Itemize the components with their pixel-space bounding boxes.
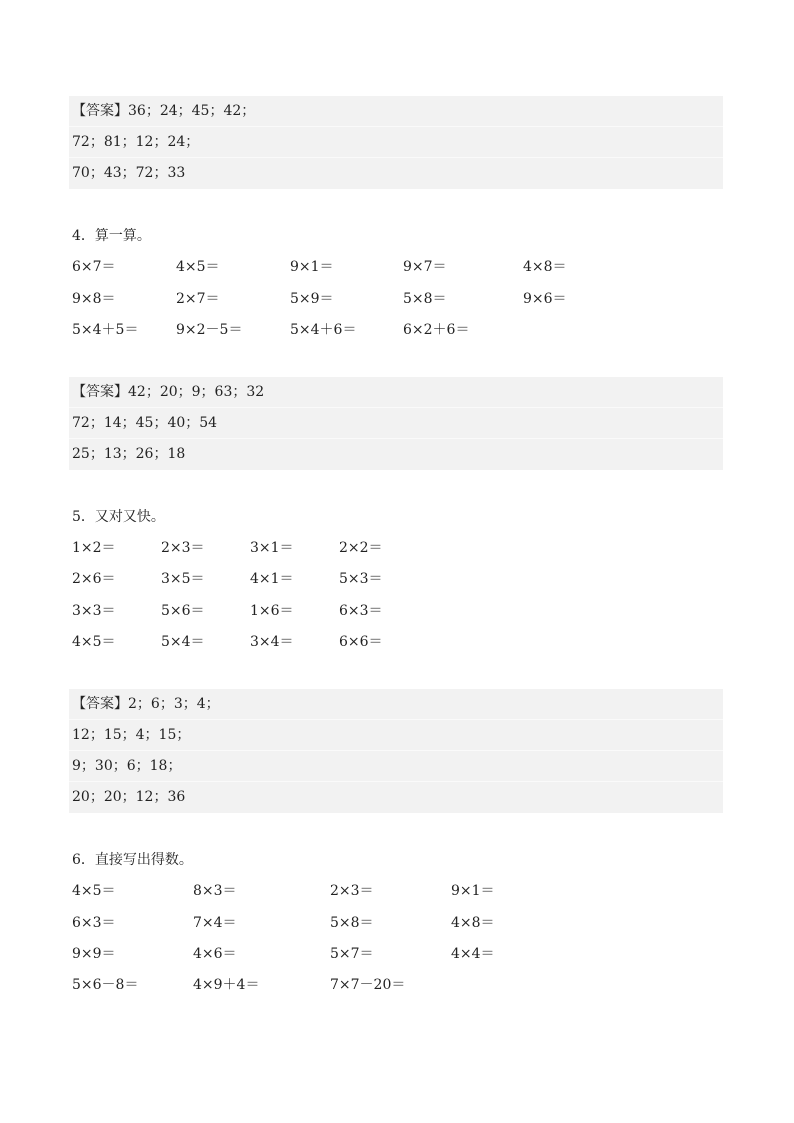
problem: 3×1＝ xyxy=(250,540,294,556)
problem: 9×2－5＝ xyxy=(176,322,243,338)
problem: 6×3＝ xyxy=(339,603,383,619)
problem: 2×3＝ xyxy=(330,883,374,899)
q6-title: 6．直接写出得数。 xyxy=(72,852,193,868)
problem: 7×7－20＝ xyxy=(330,977,406,993)
problem: 5×6－8＝ xyxy=(72,977,139,993)
answer-row: 70；43；72；33 xyxy=(69,158,723,189)
problem: 3×3＝ xyxy=(72,603,116,619)
problem: 5×4＋5＝ xyxy=(72,322,139,338)
problem: 4×5＝ xyxy=(176,259,220,275)
q3-answer-box xyxy=(69,96,723,189)
problem: 2×3＝ xyxy=(161,540,205,556)
problem: 5×4＋6＝ xyxy=(290,322,357,338)
problem: 4×4＝ xyxy=(451,946,495,962)
problem: 1×2＝ xyxy=(72,540,116,556)
problem: 5×8＝ xyxy=(330,915,374,931)
problem: 6×7＝ xyxy=(72,259,116,275)
problem: 3×5＝ xyxy=(161,571,205,587)
problem: 8×3＝ xyxy=(193,883,237,899)
problem: 4×8＝ xyxy=(451,915,495,931)
answer-row: 9；30；6；18； xyxy=(69,751,723,782)
problem: 3×4＝ xyxy=(250,634,294,650)
problem: 9×7＝ xyxy=(403,259,447,275)
problem: 6×2＋6＝ xyxy=(403,322,470,338)
problem: 5×4＝ xyxy=(161,634,205,650)
problem: 5×6＝ xyxy=(161,603,205,619)
problem: 1×6＝ xyxy=(250,603,294,619)
problem: 2×7＝ xyxy=(176,291,220,307)
problem: 9×9＝ xyxy=(72,946,116,962)
q5-answer-box xyxy=(69,689,723,813)
problem: 9×6＝ xyxy=(523,291,567,307)
q5-title: 5．又对又快。 xyxy=(72,509,165,525)
problem: 6×3＝ xyxy=(72,915,116,931)
problem: 9×1＝ xyxy=(451,883,495,899)
problem: 2×6＝ xyxy=(72,571,116,587)
q4-title: 4．算一算。 xyxy=(72,228,151,244)
answer-row: 12；15；4；15； xyxy=(69,720,723,751)
answer-row: 25；13；26；18 xyxy=(69,439,723,470)
problem: 4×9＋4＝ xyxy=(193,977,260,993)
q4-answer-box xyxy=(69,377,723,470)
answer-row: 【答案】36；24；45；42； xyxy=(69,96,723,127)
answer-row: 【答案】42；20；9；63；32 xyxy=(69,377,723,408)
problem: 5×3＝ xyxy=(339,571,383,587)
answer-row: 20；20；12；36 xyxy=(69,782,723,813)
problem: 4×5＝ xyxy=(72,883,116,899)
problem: 9×1＝ xyxy=(290,259,334,275)
problem: 4×1＝ xyxy=(250,571,294,587)
problem: 4×6＝ xyxy=(193,946,237,962)
problem: 6×6＝ xyxy=(339,634,383,650)
answer-row: 【答案】2；6；3；4； xyxy=(69,689,723,720)
problem: 2×2＝ xyxy=(339,540,383,556)
answer-row: 72；81；12；24； xyxy=(69,127,723,158)
problem: 5×7＝ xyxy=(330,946,374,962)
answer-row: 72；14；45；40；54 xyxy=(69,408,723,439)
problem: 5×8＝ xyxy=(403,291,447,307)
problem: 4×8＝ xyxy=(523,259,567,275)
problem: 5×9＝ xyxy=(290,291,334,307)
problem: 4×5＝ xyxy=(72,634,116,650)
problem: 9×8＝ xyxy=(72,291,116,307)
problem: 7×4＝ xyxy=(193,915,237,931)
